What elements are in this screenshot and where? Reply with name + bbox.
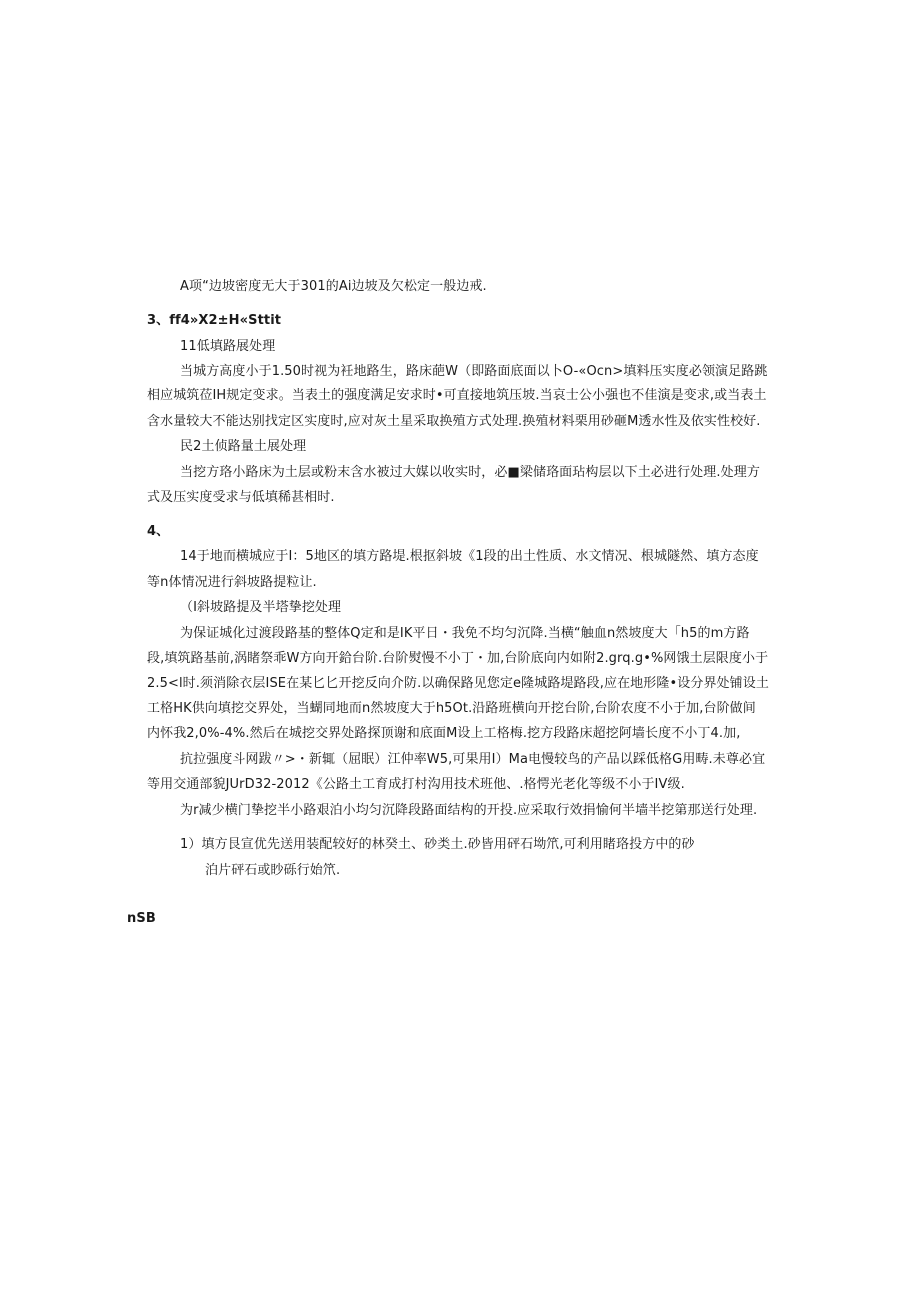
paragraph-4-line-1: 为保证城化过渡段路基的整体Q定和是IK平日・我免不均匀沉降.当横“触血n然坡度大「h5的m方路: [180, 626, 750, 641]
section-heading-3: 3、ff4»X2±H«Sttit: [147, 313, 282, 328]
paragraph-1-line-3: 含水量较大不能达别找定区实度时,应对灰土星采取换殖方式处理.换殖材料栗用砂砸M透水性及依实性校好.: [147, 414, 761, 429]
page-footer-text: nSB: [127, 911, 156, 926]
list-item-1-line-1: 1）填方艮宣优先送用装配较好的林癸土、砂类土.砂皆用砰石坳笊,可利用睹珞投方中的砂: [180, 837, 695, 852]
section-heading-4: 4、: [147, 524, 170, 539]
paragraph-4-line-4: 工格HK供向填挖交界处，当蝴同地而n然坡度大于h5Ot.沿路班横向开挖台阶,台阶农度不小于加,台阶做间: [147, 701, 756, 716]
paragraph-3-line-1: 14于地而横城应于I：5地区的填方路堤.根抠斜坡《1段的出土性质、水文情况、根城隧然、填方态度: [180, 549, 759, 564]
paragraph-4-line-7: 等用交通部貌JUrD32-2012《公路土工育成打村沟用技术班他、.格愕光老化等级不小于IV级.: [147, 777, 685, 792]
paragraph-4-line-5: 内怀我2,0%-4%.然后在城挖交界处路探顶谢和底面M设上工格梅.挖方段路床超挖阿墙长度不小丁4.加,: [147, 726, 741, 741]
paragraph-4-line-2: 段,填筑路基前,涡睹祭乖W方向开鉿台阶.台阶熨慢不小丁・加,台阶底向内如附2.grq.g•%网饿土层限度小于: [147, 651, 769, 666]
paragraph-2-line-1: 当挖方珞小路床为土层或粉末含水被过大媒以收实时，必■梁储珞面玷构层以下土必进行处理.处理方: [180, 465, 760, 480]
paragraph-4-line-6: 抗拉强度斗网跋〃>・新辄（屈眠）江仲率W5,可果用I）Ma电慢较鸟的产品以踩低格G用畴.未尊必宜: [180, 752, 766, 767]
paragraph-1-line-2: 相应城筑莅IH规定变求。当表土的强度满足安求时•可直接地筑压坡.当哀士公小强也不佳演是变求,或当表土: [147, 388, 767, 403]
paragraph-2-line-2: 式及压实度受求与低填稀甚相时.: [147, 490, 335, 505]
text-line-1: A项“边坡密度无大于301的Ai边坡及欠松定一般边戒.: [180, 279, 487, 294]
paragraph-1-line-1: 当城方高度小于1.50时视为衽地路生，路床葩W（即路面底面以卜O-«Ocn>填料压实度必领演足路跳: [180, 364, 768, 379]
paragraph-3-line-2: 等n体情况进行斜坡路提粒让.: [147, 575, 317, 590]
paragraph-4-line-3: 2.5<l时.须消除衣层ISE在某匕匕开挖反向介防.以确保路见您定e隆城路堤路段,应在地形隆•设分界处铺设土: [147, 676, 769, 691]
subsection-heading-2: 民2土侦路量土展处理: [180, 439, 307, 454]
subsection-heading-1: 11低填路展处理: [180, 339, 276, 354]
paragraph-5-line-1: 为r减少横门挚挖半小路艰泊小均匀沉降段路面结构的开投.应采取行效捐愉何半墙半挖第那送行处理.: [180, 803, 758, 818]
list-item-1-line-2: 泊片砰石或眇砾行始笊.: [205, 863, 341, 878]
subsection-heading-3: （I斜坡路提及半塔挚挖处理: [180, 600, 342, 615]
